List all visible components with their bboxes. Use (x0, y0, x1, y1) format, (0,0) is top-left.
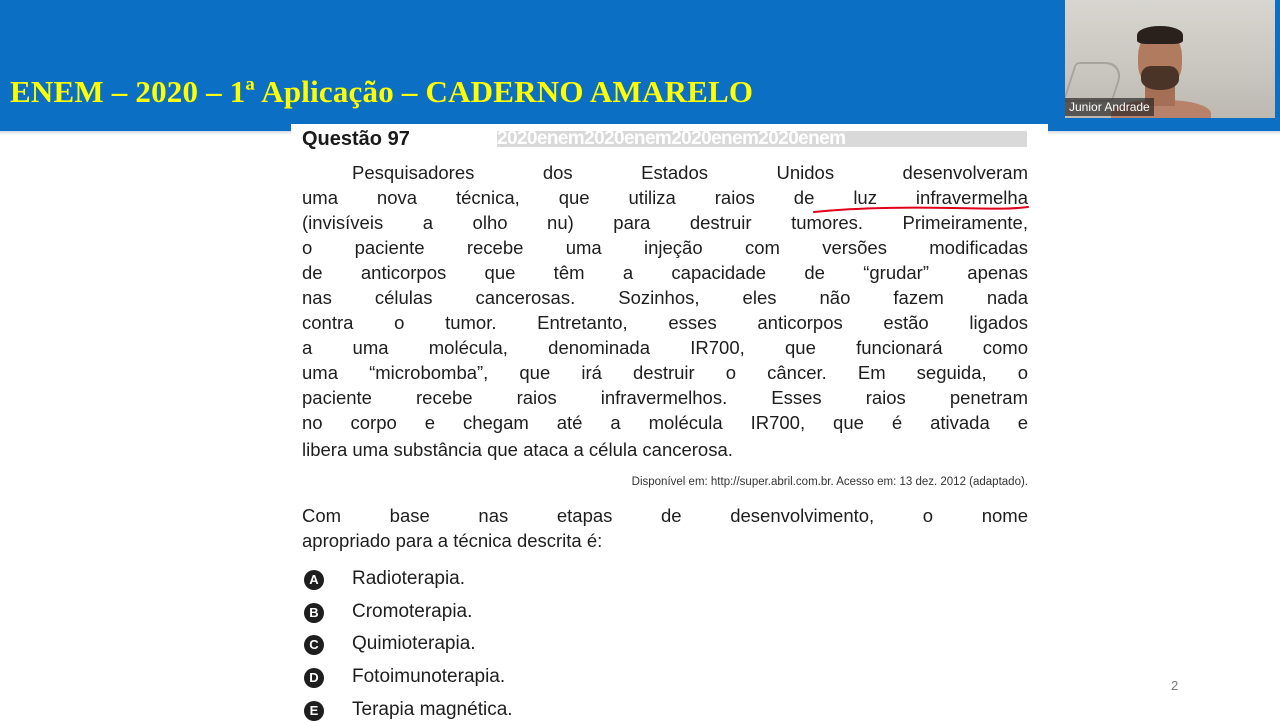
option-letter-badge: A (304, 570, 324, 590)
question-prompt-line: apropriado para a técnica descrita é: (302, 530, 603, 551)
question-text-line: libera uma substância que ataca a célula cancerosa. (302, 439, 733, 460)
question-text-line: no corpo e chegam até a molécula IR700, que é ativada e (302, 412, 1028, 433)
question-title: Questão 97 (302, 128, 410, 150)
option-letter-badge: E (304, 701, 324, 721)
option-label: Radioterapia. (352, 568, 466, 589)
option-letter-badge: D (304, 668, 324, 688)
question-prompt-line: Com base nas etapas de desenvolvimento, o nome (302, 505, 1028, 526)
question-text-line: uma nova técnica, que utiliza raios de luz infravermelha (302, 187, 1028, 208)
question-text-line: uma “microbomba”, que irá destruir o câncer. Em seguida, o (302, 362, 1028, 383)
option-label: Fotoimunoterapia. (352, 666, 506, 687)
background-lamp (1065, 62, 1125, 102)
slide-page-number: 2 (1171, 678, 1179, 693)
participant-video[interactable] (1065, 0, 1275, 118)
enem-watermark-banner: 2020enem2020enem2020enem2020enem (497, 131, 1027, 147)
slide-title: ENEM – 2020 – 1ª Aplicação – CADERNO AMARELO (10, 74, 754, 109)
source-citation: Disponível em: http://super.abril.com.br. Acesso em: 13 dez. 2012 (adaptado). (631, 476, 1028, 488)
question-text-line: paciente recebe raios infravermelhos. Esses raios penetram (302, 387, 1028, 408)
option-label: Cromoterapia. (352, 601, 473, 622)
question-text-line: nas células cancerosas. Sozinhos, eles não fazem nada (302, 287, 1028, 308)
participant-name-label: Junior Andrade (1065, 98, 1154, 116)
option-label: Terapia magnética. (352, 699, 513, 720)
question-text-line: contra o tumor. Entretanto, esses anticorpos estão ligados (302, 312, 1028, 333)
option-letter-badge: C (304, 635, 324, 655)
participant-hair (1137, 26, 1183, 44)
question-text-line: de anticorpos que têm a capacidade de “grudar” apenas (302, 262, 1028, 283)
question-text-line: (invisíveis a olho nu) para destruir tumores. Primeiramente, (302, 212, 1028, 233)
option-letter-badge: B (304, 603, 324, 623)
question-text-line: o paciente recebe uma injeção com versões modificadas (302, 237, 1028, 258)
question-text-line: Pesquisadores dos Estados Unidos desenvolveram (352, 162, 1028, 183)
option-label: Quimioterapia. (352, 633, 476, 654)
handwritten-underline (812, 204, 1030, 216)
question-text-line: a uma molécula, denominada IR700, que funcionará como (302, 337, 1028, 358)
participant-beard (1141, 66, 1179, 90)
